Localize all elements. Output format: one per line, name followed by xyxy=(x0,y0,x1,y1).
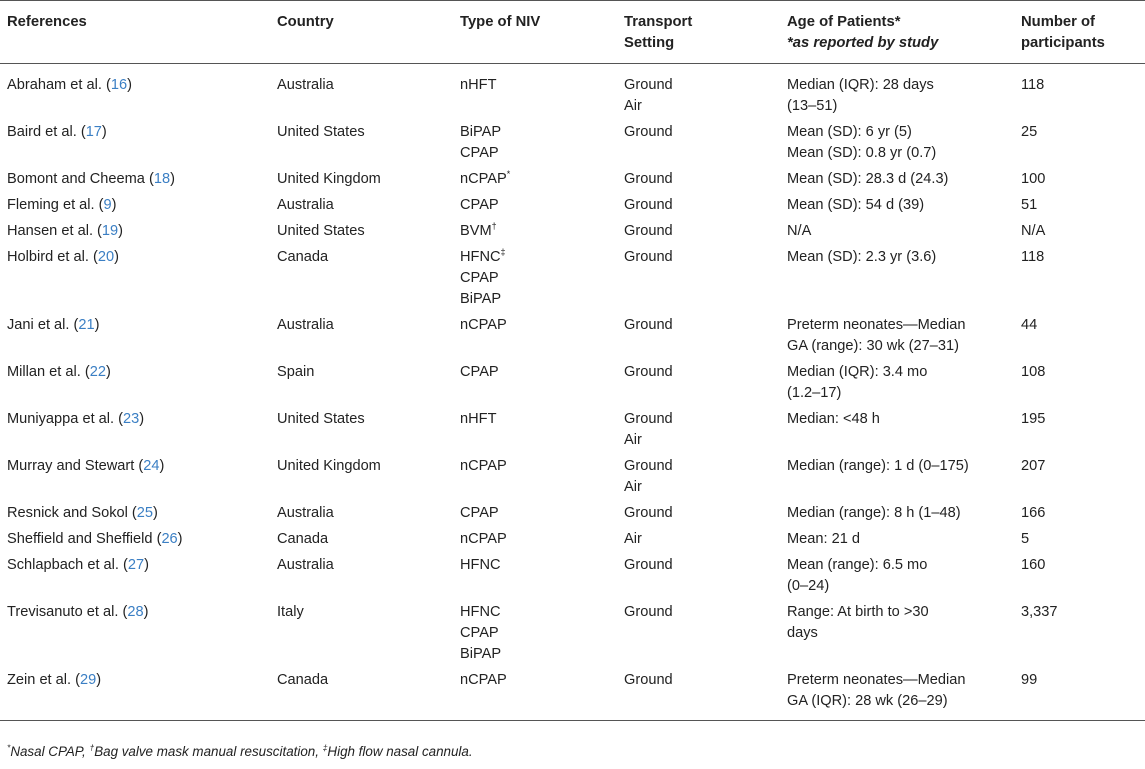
age-value: GA (IQR): 28 wk (26–29) xyxy=(787,693,948,709)
cell-age-of-patients xyxy=(787,362,1021,409)
niv-line xyxy=(460,644,624,665)
cell-number-of-participants: 108 xyxy=(1021,364,1046,380)
reference-citation-link[interactable]: 9 xyxy=(103,197,112,213)
cell-type-of-niv xyxy=(460,503,624,529)
reference-close-paren: ) xyxy=(170,171,175,187)
age-value: Range: At birth to >30 xyxy=(787,604,929,620)
age-value: Mean (SD): 2.3 yr (3.6) xyxy=(787,249,937,265)
niv-footnote-marker: † xyxy=(491,221,497,232)
cell-type-of-niv xyxy=(460,221,624,247)
reference-close-paren: ) xyxy=(144,557,149,573)
table-row xyxy=(0,362,1145,409)
niv-line xyxy=(460,529,624,550)
cell-transport-setting xyxy=(624,195,787,221)
transport-value: Ground xyxy=(624,197,673,213)
header-transport-setting xyxy=(624,1,787,64)
niv-line xyxy=(460,555,624,576)
cell-age-of-patients xyxy=(787,221,1021,247)
cell-age-of-patients xyxy=(787,247,1021,315)
cell-type-of-niv xyxy=(460,362,624,409)
cell-type-of-niv xyxy=(460,555,624,602)
cell-type-of-niv xyxy=(460,409,624,456)
niv-line xyxy=(460,143,624,164)
cell-transport-setting xyxy=(624,409,787,456)
header-participants-line-2: participants xyxy=(1021,35,1105,51)
cell-number-of-participants: N/A xyxy=(1021,223,1046,239)
reference-close-paren: ) xyxy=(96,672,102,688)
table-row xyxy=(0,529,1145,555)
cell-reference xyxy=(0,169,277,195)
cell-age-of-patients xyxy=(787,122,1021,169)
table-header xyxy=(0,1,1145,64)
niv-value: BiPAP xyxy=(460,646,502,662)
reference-author: Bomont and Cheema ( xyxy=(7,171,154,187)
header-type-of-niv xyxy=(460,1,624,64)
transport-value: Ground xyxy=(624,223,673,239)
cell-country: Canada xyxy=(277,672,329,688)
footnote-text-2: Bag valve mask manual resuscitation, xyxy=(94,744,323,759)
table-row xyxy=(0,221,1145,247)
table-row xyxy=(0,409,1145,456)
reference-close-paren: ) xyxy=(127,77,132,93)
reference-citation-link[interactable]: 25 xyxy=(136,505,154,521)
cell-number-of-participants: 166 xyxy=(1021,505,1046,521)
cell-transport-setting xyxy=(624,122,787,169)
niv-value: HFNC xyxy=(460,604,501,620)
cell-reference xyxy=(0,456,277,503)
niv-value: BiPAP xyxy=(460,124,502,140)
reference-author: Hansen et al. ( xyxy=(7,223,102,239)
cell-type-of-niv xyxy=(460,315,624,362)
age-value: (1.2–17) xyxy=(787,385,842,401)
cell-country: Canada xyxy=(277,249,329,265)
niv-value: nCPAP xyxy=(460,171,507,187)
reference-author: Zein et al. ( xyxy=(7,672,80,688)
table-body xyxy=(0,64,1145,721)
reference-close-paren: ) xyxy=(105,364,111,380)
cell-transport-setting xyxy=(624,456,787,503)
cell-reference xyxy=(0,670,277,721)
age-value: Median (range): 8 h (1–48) xyxy=(787,505,961,521)
niv-line xyxy=(460,195,624,216)
table-row xyxy=(0,315,1145,362)
cell-country: United Kingdom xyxy=(277,458,381,474)
age-value: Median (IQR): 3.4 mo xyxy=(787,364,928,380)
age-value: GA (range): 30 wk (27–31) xyxy=(787,338,959,354)
transport-value: Air xyxy=(624,432,642,448)
table-row xyxy=(0,64,1145,123)
niv-value: BiPAP xyxy=(460,291,502,307)
niv-line xyxy=(460,169,624,190)
niv-value: CPAP xyxy=(460,270,499,286)
cell-reference xyxy=(0,315,277,362)
cell-number-of-participants: 160 xyxy=(1021,557,1046,573)
table-row xyxy=(0,555,1145,602)
cell-transport-setting xyxy=(624,503,787,529)
cell-type-of-niv xyxy=(460,122,624,169)
reference-citation-link[interactable]: 23 xyxy=(123,411,140,427)
age-value: Mean: 21 d xyxy=(787,531,861,547)
cell-country: Australia xyxy=(277,77,334,93)
reference-author: Trevisanuto et al. ( xyxy=(7,604,128,620)
cell-reference xyxy=(0,195,277,221)
cell-number-of-participants: 207 xyxy=(1021,458,1046,474)
transport-value: Ground xyxy=(624,364,673,380)
age-value: Preterm neonates—Median xyxy=(787,672,966,688)
age-value: Mean (range): 6.5 mo xyxy=(787,557,928,573)
cell-type-of-niv xyxy=(460,602,624,670)
transport-value: Ground xyxy=(624,411,673,427)
reference-author: Baird et al. ( xyxy=(7,124,86,140)
niv-line xyxy=(460,221,624,242)
transport-value: Ground xyxy=(624,124,673,140)
niv-line xyxy=(460,503,624,524)
cell-type-of-niv xyxy=(460,247,624,315)
header-country xyxy=(277,1,460,64)
cell-number-of-participants: 25 xyxy=(1021,124,1038,140)
transport-value: Ground xyxy=(624,672,673,688)
transport-value: Ground xyxy=(624,249,673,265)
reference-close-paren: ) xyxy=(101,124,107,140)
footnote-symbol-double-dagger: ‡ xyxy=(322,742,328,753)
reference-citation-link[interactable]: 20 xyxy=(97,249,115,265)
age-value: Median (IQR): 28 days xyxy=(787,77,934,93)
cell-number-of-participants: 3,337 xyxy=(1021,604,1058,620)
age-value: Median (range): 1 d (0–175) xyxy=(787,458,969,474)
age-value: days xyxy=(787,625,818,641)
niv-line xyxy=(460,362,624,383)
transport-value: Air xyxy=(624,98,642,114)
reference-close-paren: ) xyxy=(111,197,117,213)
transport-value: Ground xyxy=(624,557,673,573)
age-value: Median: <48 h xyxy=(787,411,880,427)
niv-line xyxy=(460,122,624,143)
cell-transport-setting xyxy=(624,555,787,602)
transport-value: Ground xyxy=(624,604,673,620)
cell-type-of-niv xyxy=(460,670,624,721)
transport-value: Air xyxy=(624,479,642,495)
cell-transport-setting xyxy=(624,64,787,123)
age-value: Mean (SD): 6 yr (5) xyxy=(787,124,912,140)
reference-author: Resnick and Sokol ( xyxy=(7,505,137,521)
cell-transport-setting xyxy=(624,247,787,315)
cell-reference xyxy=(0,503,277,529)
age-value: Mean (SD): 54 d (39) xyxy=(787,197,925,213)
niv-value: HFNC xyxy=(460,249,501,265)
age-value: Mean (SD): 28.3 d (24.3) xyxy=(787,171,949,187)
niv-line xyxy=(460,456,624,477)
cell-country: Australia xyxy=(277,317,334,333)
header-participants-line-1: Number of xyxy=(1021,14,1095,30)
reference-author: Millan et al. ( xyxy=(7,364,90,380)
niv-value: CPAP xyxy=(460,197,499,213)
reference-close-paren: ) xyxy=(153,505,158,521)
cell-number-of-participants: 195 xyxy=(1021,411,1046,427)
cell-age-of-patients xyxy=(787,555,1021,602)
header-references-label: References xyxy=(7,14,87,30)
reference-close-paren: ) xyxy=(118,223,124,239)
cell-transport-setting xyxy=(624,602,787,670)
reference-close-paren: ) xyxy=(139,411,145,427)
table-row xyxy=(0,122,1145,169)
table-row xyxy=(0,602,1145,670)
niv-value: HFNC xyxy=(460,557,501,573)
reference-citation-link[interactable]: 27 xyxy=(127,557,145,573)
cell-country: United States xyxy=(277,124,365,140)
age-value: (0–24) xyxy=(787,578,830,594)
table-footnote xyxy=(7,744,473,759)
transport-value: Ground xyxy=(624,77,673,93)
reference-author: Muniyappa et al. ( xyxy=(7,411,124,427)
cell-reference xyxy=(0,362,277,409)
niv-line xyxy=(460,409,624,430)
cell-number-of-participants: 118 xyxy=(1021,249,1045,265)
table-row xyxy=(0,456,1145,503)
age-value: Mean (SD): 0.8 yr (0.7) xyxy=(787,145,937,161)
cell-age-of-patients xyxy=(787,503,1021,529)
age-value: Preterm neonates—Median xyxy=(787,317,966,333)
cell-age-of-patients xyxy=(787,670,1021,721)
header-country-label: Country xyxy=(277,14,334,30)
table-row xyxy=(0,247,1145,315)
cell-number-of-participants: 44 xyxy=(1021,317,1038,333)
niv-value: nHFT xyxy=(460,77,497,93)
reference-citation-link[interactable]: 24 xyxy=(143,458,160,474)
cell-reference xyxy=(0,529,277,555)
cell-country: Australia xyxy=(277,505,334,521)
transport-value: Ground xyxy=(624,171,673,187)
reference-author: Sheffield and Sheffield ( xyxy=(7,531,162,547)
cell-country: United States xyxy=(277,411,365,427)
header-age-note: *as reported by study xyxy=(787,35,939,51)
reference-citation-link[interactable]: 26 xyxy=(161,531,178,547)
header-transport-line-2: Setting xyxy=(624,35,675,51)
cell-reference xyxy=(0,409,277,456)
transport-value: Ground xyxy=(624,458,673,474)
reference-close-paren: ) xyxy=(114,249,119,265)
niv-value: nHFT xyxy=(460,411,497,427)
cell-age-of-patients xyxy=(787,195,1021,221)
cell-transport-setting xyxy=(624,315,787,362)
header-type-of-niv-label: Type of NIV xyxy=(460,14,541,30)
header-number-of-participants xyxy=(1021,1,1145,64)
header-references xyxy=(0,1,277,64)
reference-author: Holbird et al. ( xyxy=(7,249,98,265)
cell-number-of-participants: 100 xyxy=(1021,171,1046,187)
header-transport-line-1: Transport xyxy=(624,14,693,30)
niv-value: BVM xyxy=(460,223,492,239)
niv-value: CPAP xyxy=(460,364,499,380)
footnote-text-1: Nasal CPAP, xyxy=(10,744,90,759)
niv-line xyxy=(460,75,624,96)
niv-footnote-marker: * xyxy=(506,169,511,180)
cell-transport-setting xyxy=(624,362,787,409)
reference-close-paren: ) xyxy=(177,531,183,547)
cell-age-of-patients xyxy=(787,529,1021,555)
niv-line xyxy=(460,670,624,691)
reference-author: Abraham et al. ( xyxy=(7,77,111,93)
reference-author: Fleming et al. ( xyxy=(7,197,104,213)
reference-author: Jani et al. ( xyxy=(7,317,79,333)
footnote-text-3: High flow nasal cannula. xyxy=(327,744,473,759)
niv-line xyxy=(460,268,624,289)
age-value: (13–51) xyxy=(787,98,838,114)
cell-type-of-niv xyxy=(460,169,624,195)
cell-country: United States xyxy=(277,223,365,239)
reference-citation-link[interactable]: 16 xyxy=(110,77,128,93)
cell-country: United Kingdom xyxy=(277,171,381,187)
transport-value: Air xyxy=(624,531,642,547)
cell-country: Canada xyxy=(277,531,329,547)
reference-citation-link[interactable]: 21 xyxy=(78,317,95,333)
niv-line xyxy=(460,289,624,310)
cell-transport-setting xyxy=(624,221,787,247)
cell-age-of-patients xyxy=(787,409,1021,456)
cell-country: Spain xyxy=(277,364,315,380)
cell-type-of-niv xyxy=(460,529,624,555)
reference-close-paren: ) xyxy=(94,317,100,333)
cell-type-of-niv xyxy=(460,195,624,221)
cell-age-of-patients xyxy=(787,64,1021,123)
niv-value: nCPAP xyxy=(460,458,507,474)
cell-country: Italy xyxy=(277,604,304,620)
reference-citation-link[interactable]: 29 xyxy=(80,672,97,688)
cell-reference xyxy=(0,122,277,169)
niv-line xyxy=(460,623,624,644)
niv-value: nCPAP xyxy=(460,531,507,547)
table-row xyxy=(0,195,1145,221)
age-value: N/A xyxy=(787,223,812,239)
reference-citation-link[interactable]: 28 xyxy=(127,604,144,620)
table-row xyxy=(0,670,1145,721)
niv-line xyxy=(460,315,624,336)
table-row xyxy=(0,503,1145,529)
cell-transport-setting xyxy=(624,529,787,555)
cell-type-of-niv xyxy=(460,456,624,503)
cell-reference xyxy=(0,221,277,247)
reference-author: Murray and Stewart ( xyxy=(7,458,144,474)
reference-close-paren: ) xyxy=(143,604,149,620)
niv-value: CPAP xyxy=(460,145,499,161)
cell-number-of-participants: 51 xyxy=(1021,197,1038,213)
cell-number-of-participants: 118 xyxy=(1021,77,1045,93)
reference-close-paren: ) xyxy=(159,458,165,474)
cell-age-of-patients xyxy=(787,169,1021,195)
cell-transport-setting xyxy=(624,169,787,195)
reference-citation-link[interactable]: 19 xyxy=(101,223,119,239)
cell-transport-setting xyxy=(624,670,787,721)
niv-value: CPAP xyxy=(460,505,499,521)
cell-number-of-participants: 5 xyxy=(1021,531,1030,547)
header-age-label: Age of Patients* xyxy=(787,14,901,30)
cell-age-of-patients xyxy=(787,602,1021,670)
cell-reference xyxy=(0,247,277,315)
cell-number-of-participants: 99 xyxy=(1021,672,1038,688)
cell-age-of-patients xyxy=(787,456,1021,503)
table-row xyxy=(0,169,1145,195)
reference-citation-link[interactable]: 17 xyxy=(85,124,102,140)
reference-author: Schlapbach et al. ( xyxy=(7,557,128,573)
header-row xyxy=(0,1,1145,64)
cell-country: Australia xyxy=(277,197,334,213)
niv-value: CPAP xyxy=(460,625,499,641)
header-age-of-patients xyxy=(787,1,1021,64)
niv-value: nCPAP xyxy=(460,672,507,688)
niv-value: nCPAP xyxy=(460,317,507,333)
cell-country: Australia xyxy=(277,557,334,573)
reference-citation-link[interactable]: 22 xyxy=(89,364,106,380)
cell-age-of-patients xyxy=(787,315,1021,362)
niv-line xyxy=(460,247,624,268)
cell-reference xyxy=(0,64,277,123)
footnote-symbol-asterisk: * xyxy=(7,742,11,753)
reference-citation-link[interactable]: 18 xyxy=(153,171,171,187)
niv-footnote-marker: ‡ xyxy=(500,247,506,258)
cell-reference xyxy=(0,602,277,670)
niv-line xyxy=(460,602,624,623)
cell-reference xyxy=(0,555,277,602)
transport-value: Ground xyxy=(624,505,673,521)
transport-value: Ground xyxy=(624,317,673,333)
footnote-symbol-dagger: † xyxy=(89,742,95,753)
cell-type-of-niv xyxy=(460,64,624,123)
